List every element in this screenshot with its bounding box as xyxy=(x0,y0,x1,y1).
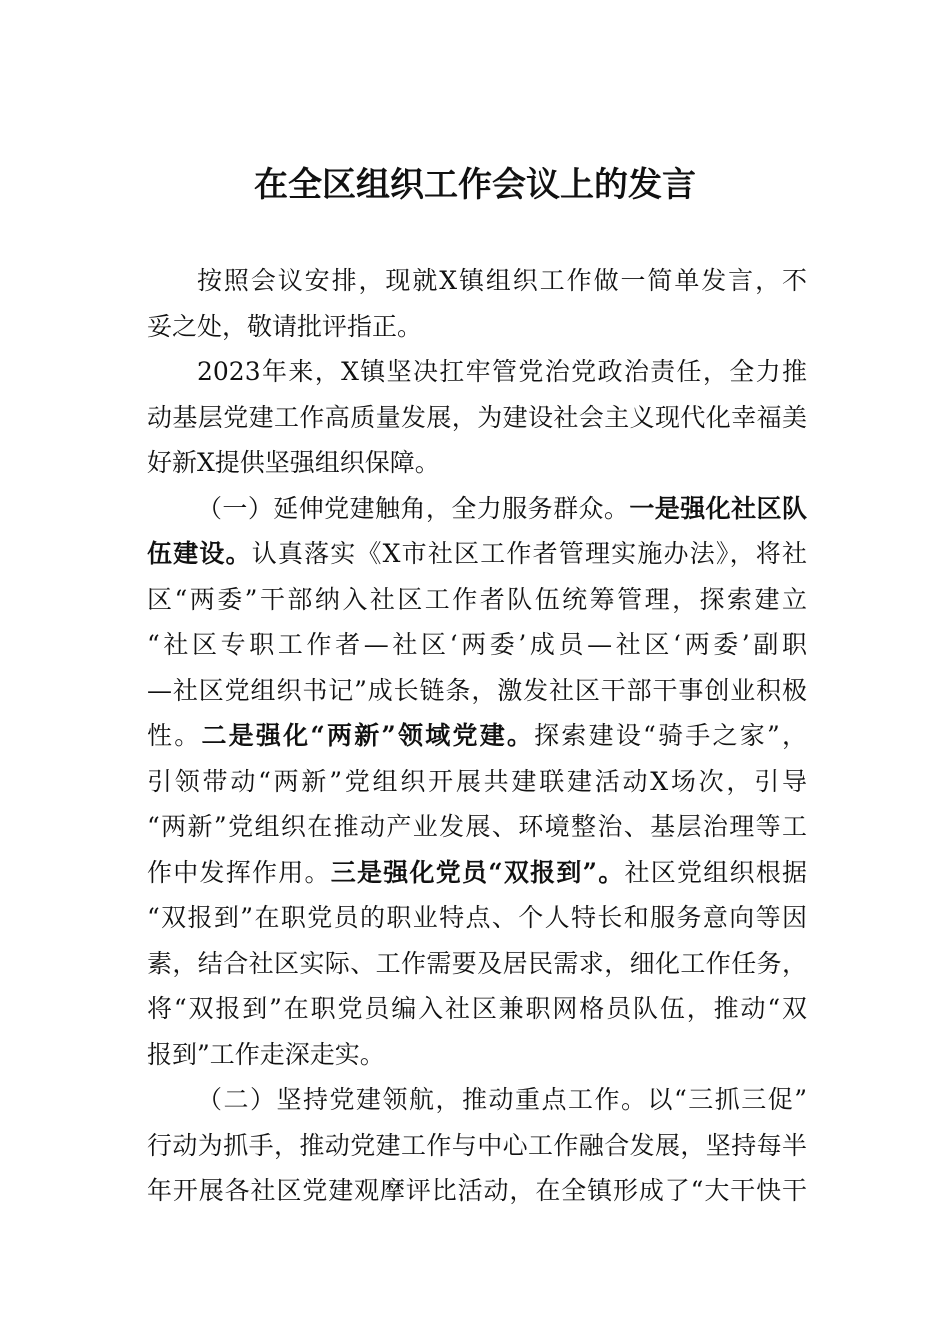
text-run: 好新X提供坚强组织保障。 xyxy=(147,448,440,477)
bold-run: 伍建设。 xyxy=(147,539,252,568)
text-run: 按照会议安排，现就X镇组织工作做一简单发言，不 xyxy=(197,266,807,295)
document-title: 在全区组织工作会议上的发言 xyxy=(254,165,696,205)
text-line xyxy=(147,258,807,304)
text-line xyxy=(147,531,807,577)
document-body xyxy=(147,258,807,1214)
text-run: “社区专职工作者—社区‘两委’成员—社区‘两委’副职 xyxy=(147,630,807,659)
text-run: 性。 xyxy=(147,721,202,750)
text-line xyxy=(147,1077,807,1123)
text-run: 认真落实《X市社区工作者管理实施办法》，将社 xyxy=(251,539,807,568)
text-run: 行动为抓手，推动党建工作与中心工作融合发展，坚持每半 xyxy=(147,1130,807,1160)
text-run: 区“两委”干部纳入社区工作者队伍统筹管理，探索建立 xyxy=(147,584,807,614)
text-line xyxy=(147,941,807,987)
text-run: “两新”党组织在推动产业发展、环境整治、基层治理等工 xyxy=(147,812,807,841)
text-line xyxy=(147,1123,807,1169)
text-run: 以“三抓三促” xyxy=(647,1085,807,1114)
text-line xyxy=(147,1168,807,1214)
bold-run: 三是强化党员“双报到”。 xyxy=(330,857,625,887)
text-run: “双报到”在职党员的职业特点、个人特长和服务意向等因 xyxy=(147,903,807,932)
text-run: 作中发挥作用。 xyxy=(147,857,331,887)
text-line xyxy=(147,395,807,441)
text-run: （二）坚持党建领航，推动重点工作。 xyxy=(197,1085,648,1114)
text-line xyxy=(147,577,807,623)
text-run: 素，结合社区实际、工作需要及居民需求，细化工作任务， xyxy=(147,948,807,978)
text-run: 报到”工作走深走实。 xyxy=(147,1039,385,1069)
text-run: 探索建设“骑手之家”， xyxy=(534,721,807,750)
bold-run: 一是强化社区队 xyxy=(629,493,807,523)
text-run: 将“双报到”在职党员编入社区兼职网格员队伍，推动“双 xyxy=(147,994,807,1023)
text-line xyxy=(147,349,807,395)
text-line xyxy=(147,440,807,486)
text-line xyxy=(147,713,807,759)
text-line xyxy=(147,304,807,350)
text-line xyxy=(147,486,807,532)
text-line xyxy=(147,986,807,1032)
text-line xyxy=(147,850,807,896)
text-line xyxy=(147,759,807,805)
text-run: 社区党组织根据 xyxy=(624,857,807,887)
bold-run: 二是强化“两新”领域党建。 xyxy=(201,721,535,750)
text-line xyxy=(147,895,807,941)
text-run: 妥之处，敬请批评指正。 xyxy=(147,311,423,341)
text-line xyxy=(147,1032,807,1078)
text-run: （一）延伸党建触角，全力服务群众。 xyxy=(197,493,630,523)
text-run: 年开展各社区党建观摩评比活动，在全镇形成了“大干快干 xyxy=(147,1176,807,1205)
text-run: —社区党组织书记”成长链条，激发社区干部干事创业积极 xyxy=(147,675,807,705)
text-run: 2023年来，X镇坚决扛牢管党治党政治责任，全力推 xyxy=(197,357,807,386)
text-line xyxy=(147,804,807,850)
text-run: 引领带动“两新”党组织开展共建联建活动X场次，引导 xyxy=(147,766,807,796)
text-run: 动基层党建工作高质量发展，为建设社会主义现代化幸福美 xyxy=(147,402,807,432)
text-line xyxy=(147,622,807,668)
text-line xyxy=(147,668,807,714)
